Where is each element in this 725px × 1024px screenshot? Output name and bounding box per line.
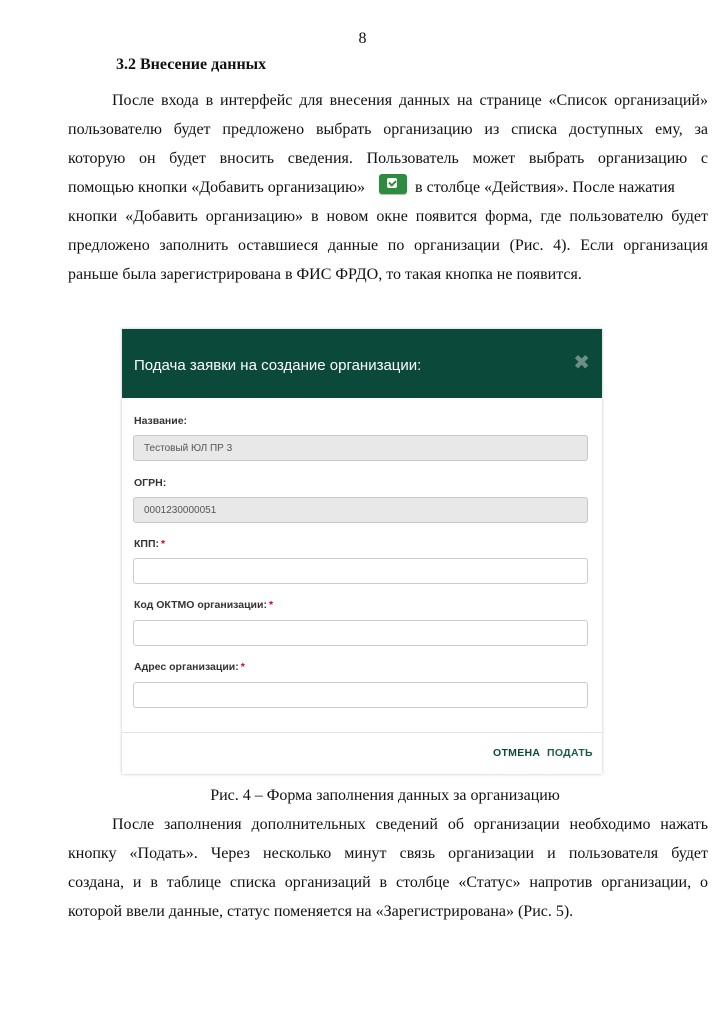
paragraph-line: которой ввели данные, статус поменяется на «Зарегистрирована» (Рис. 5). [68, 903, 574, 920]
paragraph-line-part: помощью кнопки «Добавить организацию» [68, 179, 366, 196]
required-marker: * [268, 599, 274, 611]
dialog-divider [122, 732, 602, 733]
closing-paragraph [68, 810, 708, 926]
paragraph-line-with-icon [68, 173, 708, 202]
kpp-label-text: КПП: [134, 538, 159, 550]
ogrn-label [134, 477, 166, 489]
required-marker: * [240, 661, 245, 673]
section-heading: 3.2 Внесение данных [116, 56, 267, 73]
required-marker: * [161, 538, 166, 550]
name-field[interactable] [133, 435, 588, 461]
paragraph-line: создана, и в таблице списка организаций в столбце «Статус» напротив организации, о [68, 874, 708, 891]
oktmo-label-text: Код ОКТМО организации: [134, 599, 267, 611]
figure-caption: Рис. 4 – Форма заполнения данных за организацию [210, 787, 560, 804]
close-icon[interactable]: ✖ [573, 352, 590, 374]
ogrn-field[interactable] [133, 497, 588, 523]
dialog-header [122, 329, 602, 398]
paragraph-line: раньше была зарегистрирована в ФИС ФРДО, то такая кнопка не появится. [68, 266, 582, 283]
paragraph-line-part: в столбце «Действия». После нажатия [415, 179, 675, 196]
create-organization-dialog [122, 329, 602, 774]
paragraph-line: После входа в интерфейс для внесения данных на странице «Список организаций» [112, 92, 708, 109]
paragraph-line: которую он будет вносить сведения. Пользователь может выбрать организацию с [68, 150, 708, 167]
dialog-title: Подача заявки на создание организации: [134, 357, 422, 374]
name-label [134, 415, 187, 427]
paragraph-line: кнопку «Подать». Через несколько минут связь организации и пользователя будет [68, 845, 708, 862]
add-organization-icon [379, 174, 407, 194]
checkmark-icon [387, 178, 397, 188]
paragraph-line: предложено заполнить оставшиеся данные по организации (Рис. 4). Если организация [68, 237, 708, 254]
kpp-label [134, 538, 165, 550]
address-label-text: Адрес организации: [134, 661, 239, 673]
cancel-button[interactable]: ОТМЕНА [493, 747, 541, 759]
page-number: 8 [358, 30, 367, 47]
paragraph-line: пользователю будет предложено выбрать организацию из списка доступных ему, за [68, 121, 708, 138]
ogrn-label-text: ОГРН: [134, 477, 167, 489]
name-label-text: Название: [134, 415, 188, 427]
paragraph-line: После заполнения дополнительных сведений об организации необходимо нажать [112, 816, 708, 833]
paragraph-line: кнопки «Добавить организацию» в новом окне появится форма, где пользователю будет [68, 208, 708, 225]
address-field[interactable] [133, 682, 588, 708]
intro-paragraph [68, 86, 708, 289]
kpp-field[interactable] [133, 558, 588, 584]
oktmo-label [134, 599, 273, 611]
oktmo-field[interactable] [133, 620, 588, 646]
address-label [134, 661, 245, 673]
submit-button[interactable]: ПОДАТЬ [547, 747, 593, 759]
